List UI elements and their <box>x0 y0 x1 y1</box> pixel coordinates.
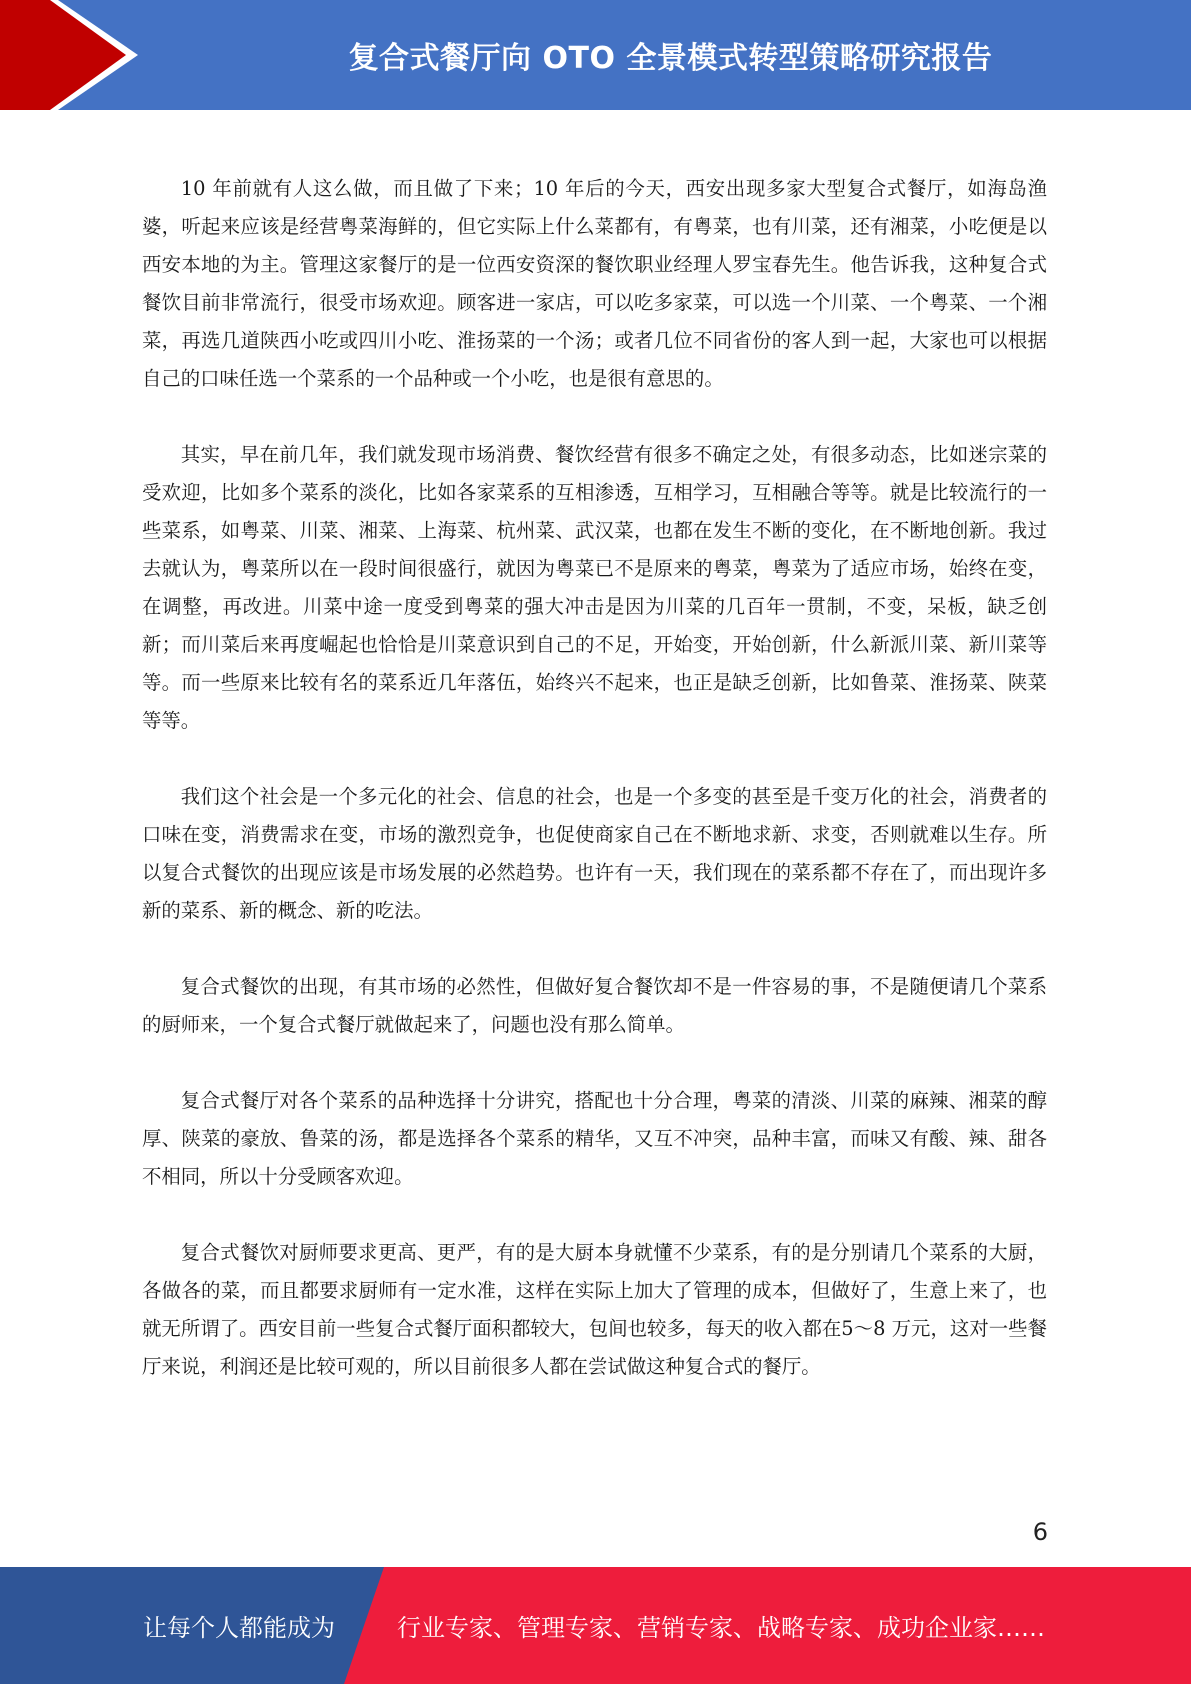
footer-slogan-lead: 让每个人都能成为 <box>143 1614 335 1642</box>
paragraph-6: 复合式餐饮对厨师要求更高、更严，有的是大厨本身就懂不少菜系，有的是分别请几个菜系的大厨，各做各的菜，而且都要求厨师有一定水准，这样在实际上加大了管理的成本，但做好了，生意上来了，也就无所谓了。西安目前一些复合式餐厅面积都较大，包间也较多，每天的收入都在5～8 万元，这对一些餐厅来说，利润还是比较可观的，所以目前很多人都在尝试做这种复合式的餐厅。 <box>142 1241 1047 1378</box>
page-header <box>0 0 1191 110</box>
document-title: 复合式餐厅向 OTO 全景模式转型策略研究报告 <box>348 41 993 76</box>
page-footer <box>0 1567 1191 1684</box>
paragraph-1: 10 年前就有人这么做，而且做了下来；10 年后的今天，西安出现多家大型复合式餐厅，如海岛渔婆，听起来应该是经营粤菜海鲜的，但它实际上什么菜都有，有粤菜，也有川菜，还有湘菜，小吃便是以西安本地的为主。管理这家餐厅的是一位西安资深的餐饮职业经理人罗宝春先生。他告诉我，这种复合式餐饮目前非常流行，很受市场欢迎。顾客进一家店，可以吃多家菜，可以选一个川菜、一个粤菜、一个湘菜，再选几道陕西小吃或四川小吃、淮扬菜的一个汤；或者几位不同省份的客人到一起，大家也可以根据自己的口味任选一个菜系的一个品种或一个小吃，也是很有意思的。 <box>142 177 1047 390</box>
paragraph-3: 我们这个社会是一个多元化的社会、信息的社会，也是一个多变的甚至是千变万化的社会，消费者的口味在变，消费需求在变，市场的激烈竞争，也促使商家自己在不断地求新、求变，否则就难以生存。所以复合式餐饮的出现应该是市场发展的必然趋势。也许有一天，我们现在的菜系都不存在了，而出现许多新的菜系、新的概念、新的吃法。 <box>142 785 1047 922</box>
article-body <box>142 170 1047 1424</box>
footer-slogan-list: 行业专家、管理专家、营销专家、战略专家、成功企业家…… <box>397 1614 1045 1642</box>
paragraph-2: 其实，早在前几年，我们就发现市场消费、餐饮经营有很多不确定之处，有很多动态，比如迷宗菜的受欢迎，比如多个菜系的淡化，比如各家菜系的互相渗透，互相学习，互相融合等等。就是比较流行的一些菜系，如粤菜、川菜、湘菜、上海菜、杭州菜、武汉菜，也都在发生不断的变化，在不断地创新。我过去就认为，粤菜所以在一段时间很盛行，就因为粤菜已不是原来的粤菜，粤菜为了适应市场，始终在变，在调整，再改进。川菜中途一度受到粤菜的强大冲击是因为川菜的几百年一贯制，不变，呆板，缺乏创新；而川菜后来再度崛起也恰恰是川菜意识到自己的不足，开始变，开始创新，什么新派川菜、新川菜等等。而一些原来比较有名的菜系近几年落伍，始终兴不起来，也正是缺乏创新，比如鲁菜、淮扬菜、陕菜等等。 <box>142 443 1047 732</box>
paragraph-5: 复合式餐厅对各个菜系的品种选择十分讲究，搭配也十分合理，粤菜的清淡、川菜的麻辣、湘菜的醇厚、陕菜的豪放、鲁菜的汤，都是选择各个菜系的精华，又互不冲突，品种丰富，而味又有酸、辣、甜各不相同，所以十分受顾客欢迎。 <box>142 1089 1047 1188</box>
page-number: 6 <box>1032 1518 1048 1546</box>
header-chevron-icon <box>0 0 160 110</box>
paragraph-4: 复合式餐饮的出现，有其市场的必然性，但做好复合餐饮却不是一件容易的事，不是随便请几个菜系的厨师来，一个复合式餐厅就做起来了，问题也没有那么简单。 <box>142 975 1047 1036</box>
